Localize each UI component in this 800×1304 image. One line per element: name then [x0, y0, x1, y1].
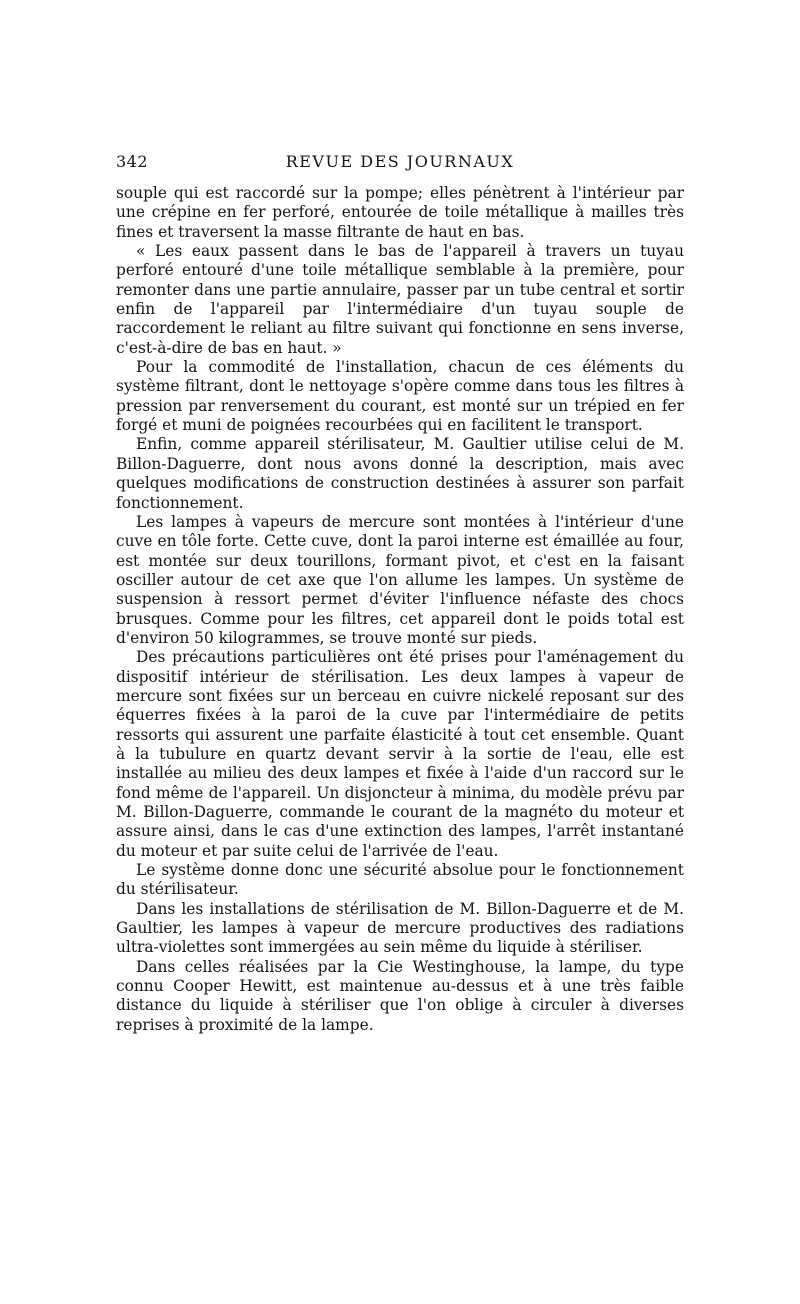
paragraph: Des précautions particulières ont été prises pour l'aménagement du dispositif intérieur de stérilisation. Les deux lampes à vapeur de mercure sont fixées sur un berceau en cuivre nickelé reposant sur des équerres fixées à la paroi de la cuve par l'intermédiaire de petits ressorts qui assurent une parfaite élasticité à tout cet ensemble. Quant à la tubulure en quartz devant servir à la sortie de l'eau, elle est installée au milieu des deux lampes et fixée à l'aide d'un raccord sur le fond même de l'appareil. Un disjoncteur à minima, du modèle prévu par M. Billon-Daguerre, commande le courant de la magnéto du moteur et assure ainsi, dans le cas d'une extinction des lampes, l'arrêt instantané du moteur et par suite celui de l'arrivée de l'eau.: [116, 648, 684, 860]
page-header: [116, 152, 684, 176]
paragraph: Dans celles réalisées par la Cie Westinghouse, la lampe, du type connu Cooper Hewitt, est maintenue au-dessus et à une très faible distance du liquide à stériliser que l'on oblige à circuler à diverses reprises à proximité de la lampe.: [116, 957, 684, 1034]
paragraph: Le système donne donc une sécurité absolue pour le fonctionnement du stérilisateur.: [116, 861, 684, 899]
paragraph: « Les eaux passent dans le bas de l'appareil à travers un tuyau perforé entouré d'une toile métallique semblable à la première, pour remonter dans une partie annulaire, passer par un tube central et sortir enfin de l'appareil par l'intermédiaire d'un tuyau souple de raccordement le reliant au filtre suivant qui fonctionne en sens inverse, c'est-à-dire de bas en haut. »: [116, 242, 684, 357]
running-title: REVUE DES JOURNAUX: [285, 152, 515, 171]
paragraph: Enfin, comme appareil stérilisateur, M. Gaultier utilise celui de M. Billon-Daguerre, dont nous avons donné la description, mais avec quelques modifications de construction destinées à assurer son parfait fonctionnement.: [116, 435, 684, 512]
paragraph: Dans les installations de stérilisation de M. Billon-Daguerre et de M. Gaultier, les lampes à vapeur de mercure productives des radiations ultra-violettes sont immergées au sein même du liquide à stériliser.: [116, 899, 684, 957]
paragraph: Pour la commodité de l'installation, chacun de ces éléments du système filtrant, dont le nettoyage s'opère comme dans tous les filtres à pression par renversement du courant, est monté sur un trépied en fer forgé et muni de poignées recourbées qui en facilitent le transport.: [116, 358, 684, 435]
paragraph: souple qui est raccordé sur la pompe; elles pénètrent à l'intérieur par une crépine en fer perforé, entourée de toile métallique à mailles très fines et traversent la masse filtrante de haut en bas.: [116, 184, 684, 241]
paragraph: Les lampes à vapeurs de mercure sont montées à l'intérieur d'une cuve en tôle forte. Cette cuve, dont la paroi interne est émaillée au four, est montée sur deux tourillons, formant pivot, et c'est en la faisant osciller autour de cet axe que l'on allume les lampes. Un système de suspension à ressort permet d'éviter l'influence néfaste des chocs brusques. Comme pour les filtres, cet appareil dont le poids total est d'environ 50 kilogrammes, se trouve monté sur pieds.: [116, 512, 684, 647]
page-number: 342: [116, 152, 149, 171]
body-text: [116, 184, 684, 1035]
